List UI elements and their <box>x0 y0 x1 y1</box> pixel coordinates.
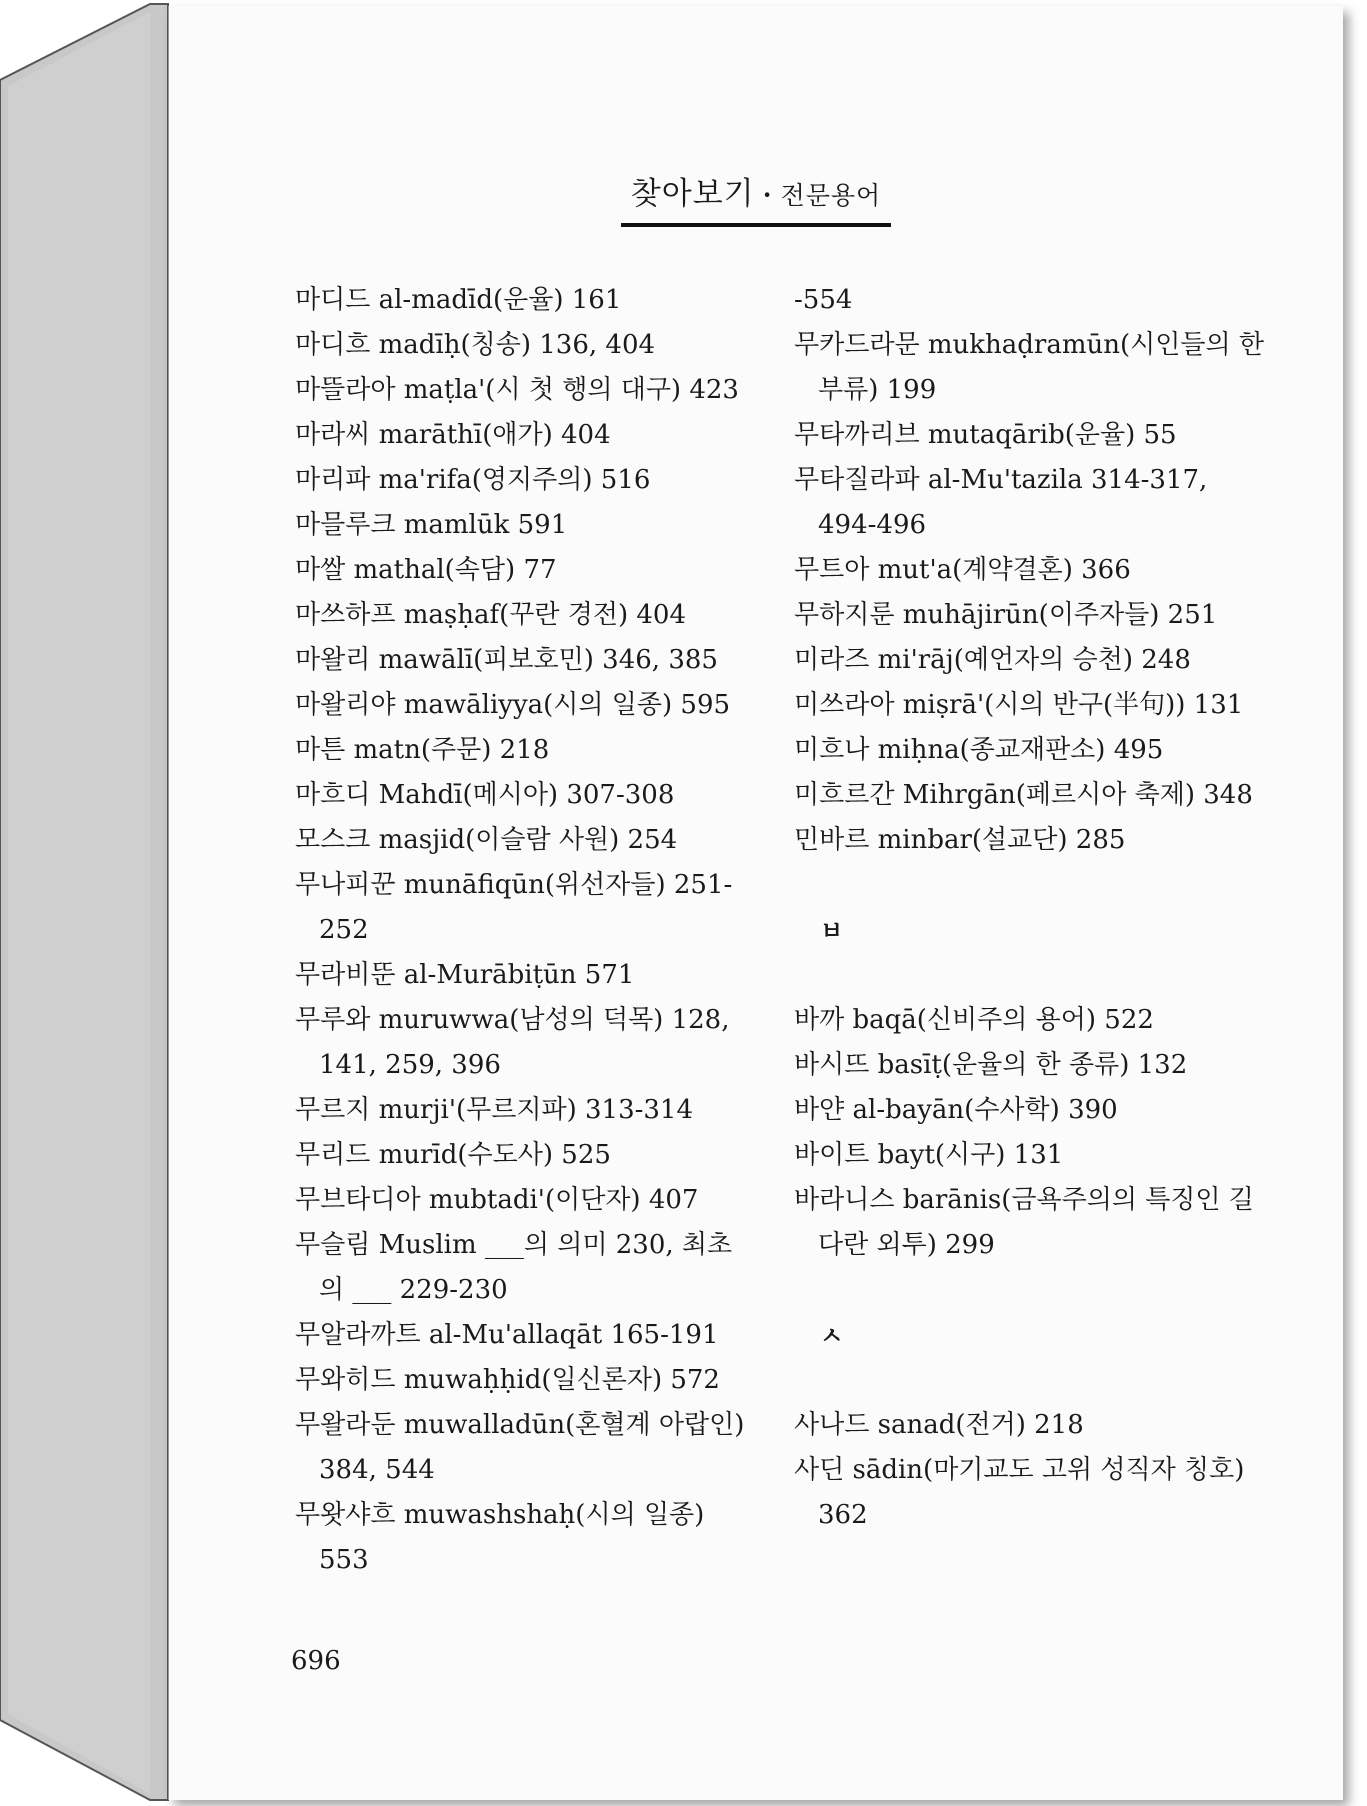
index-entry: 마튼 matn(주문) 218 <box>295 735 550 765</box>
index-entry: 무타까리브 mutaqārib(운율) 55 <box>794 420 1177 450</box>
page-header <box>169 168 1343 227</box>
book-page <box>168 6 1343 1800</box>
section-letter-s: ㅅ <box>820 1321 844 1350</box>
index-entry: 마디흐 madīḥ(칭송) 136, 404 <box>295 330 656 360</box>
index-entry: 마쌀 mathal(속담) 77 <box>295 555 557 585</box>
index-entry: 바시뜨 basīṭ(운율의 한 종류) 132 <box>794 1050 1188 1080</box>
index-column-right <box>794 278 1264 1538</box>
index-entry: 마리파 ma'rifa(영지주의) 516 <box>295 465 651 495</box>
index-entry: 무슬림 Muslim ___의 의미 230, 최초의 ___ 229-230 <box>295 1230 733 1305</box>
index-entry: 무라비뚠 al-Murābiṭūn 571 <box>295 960 635 990</box>
index-entry: 바이트 bayt(시구) 131 <box>794 1140 1064 1170</box>
index-entry: 마쓰하프 maṣḥaf(꾸란 경전) 404 <box>295 600 687 630</box>
book-spine-face <box>8 12 150 1794</box>
index-entry: 바라니스 barānis(금욕주의의 특징인 길다란 외투) 299 <box>794 1185 1254 1260</box>
index-entry: 무와히드 muwaḥḥid(일신론자) 572 <box>295 1365 720 1395</box>
index-entry: 무왓샤흐 muwashshaḥ(시의 일종) 553 <box>295 1500 705 1575</box>
index-entry: 무리드 murīd(수도사) 525 <box>295 1140 611 1170</box>
index-entry: 미흐나 miḥna(종교재판소) 495 <box>794 735 1164 765</box>
index-entry: 마디드 al-madīd(운율) 161 <box>295 285 622 315</box>
index-entry: 미쓰라아 miṣrā'(시의 반구(半句)) 131 <box>794 690 1244 720</box>
index-entry: 무르지 murji'(무르지파) 313-314 <box>295 1095 694 1125</box>
index-entry: 무카드라문 mukhaḍramūn(시인들의 한 부류) 199 <box>794 330 1264 405</box>
index-entry: 사딘 sādin(마기교도 고위 성직자 칭호) 362 <box>794 1455 1245 1530</box>
index-entry: 민바르 minbar(설교단) 285 <box>794 825 1126 855</box>
index-entry: 마라씨 marāthī(애가) 404 <box>295 420 611 450</box>
index-entry: 마왈리 mawālī(피보호민) 346, 385 <box>295 645 718 675</box>
index-entry: 무나피꾼 munāfiqūn(위선자들) 251-252 <box>295 870 733 945</box>
index-entry: 무트아 mut'a(계약결혼) 366 <box>794 555 1131 585</box>
index-entry: 마뜰라아 maṭla'(시 첫 행의 대구) 423 <box>295 375 739 405</box>
index-entry: 바얀 al-bayān(수사학) 390 <box>794 1095 1118 1125</box>
index-entry: 바까 baqā(신비주의 용어) 522 <box>794 1005 1154 1035</box>
index-entry: 마왈리야 mawāliyya(시의 일종) 595 <box>295 690 731 720</box>
index-entry: 마믈루크 mamlūk 591 <box>295 510 568 540</box>
index-entry: 미흐르간 Mihrgān(페르시아 축제) 348 <box>794 780 1253 810</box>
page-title <box>621 168 891 227</box>
index-entry: 모스크 masjid(이슬람 사원) 254 <box>295 825 678 855</box>
index-group-m-continued <box>794 278 1264 863</box>
index-column-left <box>295 278 755 1583</box>
index-entry: 무타질라파 al-Mu'tazila 314-317, 494-496 <box>794 465 1208 540</box>
index-entry: 무왈라둔 muwalladūn(혼혈계 아랍인) 384, 544 <box>295 1410 745 1485</box>
index-group-s <box>794 1403 1264 1538</box>
index-group-b <box>794 998 1264 1268</box>
index-entry: 무루와 muruwwa(남성의 덕목) 128, 141, 259, 396 <box>295 1005 730 1080</box>
index-entry: 무알라까트 al-Mu'allaqāt 165-191 <box>295 1320 719 1350</box>
index-entry: 미라즈 mi'rāj(예언자의 승천) 248 <box>794 645 1191 675</box>
index-entry: -554 <box>794 285 853 315</box>
section-letter-b: ㅂ <box>820 916 844 945</box>
page-title-main: 찾아보기 <box>630 176 755 212</box>
index-entry: 사나드 sanad(전거) 218 <box>794 1410 1084 1440</box>
index-entry: 무하지룬 muhājirūn(이주자들) 251 <box>794 600 1218 630</box>
index-entry: 마흐디 Mahdī(메시아) 307-308 <box>295 780 675 810</box>
page-number: 696 <box>291 1646 341 1676</box>
page-title-sub: ・전문용어 <box>754 181 882 210</box>
index-entry: 무브타디아 mubtadi'(이단자) 407 <box>295 1185 699 1215</box>
